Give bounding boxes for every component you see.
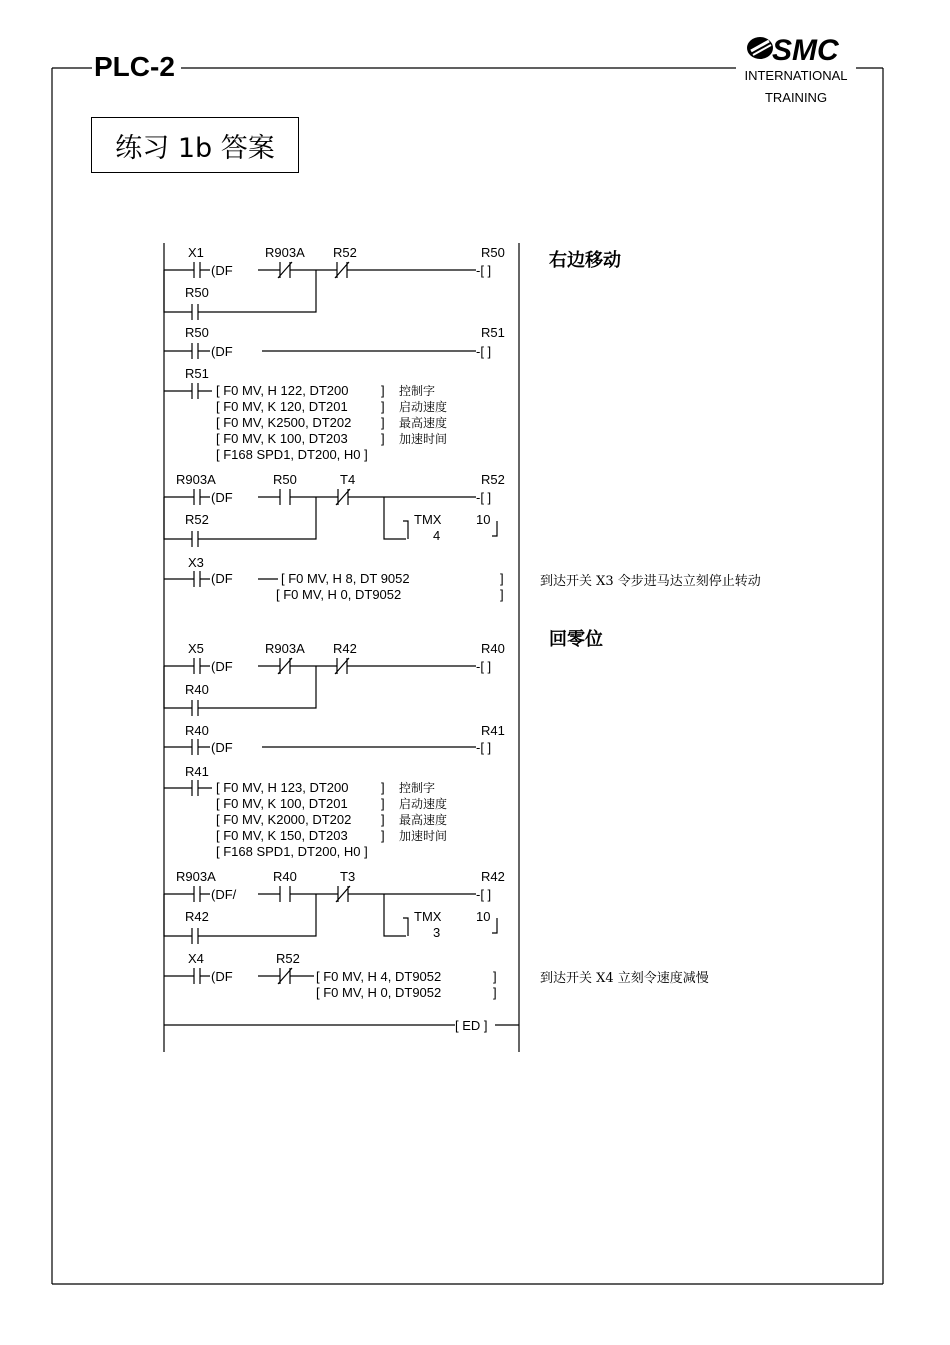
timer-type: TMX bbox=[414, 512, 442, 527]
df-label: (DF bbox=[211, 571, 233, 586]
no-contact-symbol bbox=[164, 262, 210, 278]
timer-branch bbox=[384, 497, 408, 539]
contact-label: X1 bbox=[188, 245, 204, 260]
instruction-comment: 加速时间 bbox=[399, 829, 448, 843]
timer-number: 4 bbox=[433, 528, 441, 543]
contact-label: R40 bbox=[273, 869, 297, 884]
contact-label: R903A bbox=[265, 641, 305, 656]
rung-6 bbox=[164, 641, 505, 716]
end-instruction: [ ED ] bbox=[455, 1018, 488, 1033]
coil-symbol: -[ ] bbox=[476, 490, 492, 505]
rung-5 bbox=[164, 555, 504, 602]
coil-symbol: -[ ] bbox=[476, 659, 492, 674]
rung-8 bbox=[164, 764, 447, 859]
df-label: (DF bbox=[211, 740, 233, 755]
instruction-comment: 控制字 bbox=[399, 384, 436, 398]
contact-label: X3 bbox=[188, 555, 204, 570]
contact-label: R42 bbox=[185, 909, 209, 924]
contact-label: R52 bbox=[333, 245, 357, 260]
svg-text:]: ] bbox=[500, 587, 504, 602]
timer-type: TMX bbox=[414, 909, 442, 924]
svg-text:]: ] bbox=[381, 399, 385, 414]
no-contact-symbol bbox=[164, 886, 210, 902]
rung-end bbox=[164, 1018, 519, 1033]
contact-chain-symbol bbox=[258, 489, 476, 505]
coil-label: R52 bbox=[481, 472, 505, 487]
svg-text:SMC: SMC bbox=[772, 34, 839, 67]
coil-symbol: -[ ] bbox=[476, 887, 492, 902]
no-contact-symbol bbox=[164, 658, 210, 674]
instruction-line: [ F0 MV, K2500, DT202 bbox=[216, 415, 352, 430]
section-title-right-move: 右边移动 bbox=[549, 250, 621, 271]
contact-label: R42 bbox=[333, 641, 357, 656]
instruction-comment: 最高速度 bbox=[399, 416, 448, 430]
contact-label: R50 bbox=[273, 472, 297, 487]
svg-text:]: ] bbox=[493, 985, 497, 1000]
contact-label: R52 bbox=[276, 951, 300, 966]
svg-text:]: ] bbox=[493, 969, 497, 984]
no-contact-symbol bbox=[164, 968, 210, 984]
rung-4 bbox=[164, 472, 505, 547]
instruction-line: [ F0 MV, H 0, DT9052 bbox=[276, 587, 402, 602]
rung-9 bbox=[164, 869, 505, 944]
coil-label: R41 bbox=[481, 723, 505, 738]
nc-contact-symbol bbox=[258, 262, 476, 278]
nc-contact-symbol bbox=[258, 968, 314, 984]
instruction-line: [ F0 MV, K 150, DT203 bbox=[216, 828, 348, 843]
df-label: (DF bbox=[211, 344, 233, 359]
df-label: (DF/ bbox=[211, 887, 237, 902]
instruction-line: [ F0 MV, H 0, DT9052 bbox=[316, 985, 442, 1000]
instruction-line: [ F0 MV, K 100, DT201 bbox=[216, 796, 348, 811]
df-label: (DF bbox=[211, 263, 233, 278]
contact-label: R50 bbox=[185, 285, 209, 300]
instruction-line: [ F0 MV, K 100, DT203 bbox=[216, 431, 348, 446]
instruction-line: [ F0 MV, H 4, DT9052 bbox=[316, 969, 442, 984]
timer-value: 10 bbox=[476, 512, 491, 527]
timer-value: 10 bbox=[476, 909, 491, 924]
contact-label: R903A bbox=[176, 869, 216, 884]
svg-text:]: ] bbox=[500, 571, 504, 586]
svg-text:]: ] bbox=[381, 431, 385, 446]
rung-3 bbox=[164, 366, 447, 462]
contact-label: R41 bbox=[185, 764, 209, 779]
timer-branch bbox=[384, 894, 408, 936]
logo-line-international: INTERNATIONAL bbox=[736, 68, 856, 84]
contact-label: R51 bbox=[185, 366, 209, 381]
contact-label: T4 bbox=[340, 472, 356, 487]
contact-label: R50 bbox=[185, 325, 209, 340]
instruction-line: [ F0 MV, H 122, DT200 bbox=[216, 383, 349, 398]
rung-1 bbox=[164, 245, 505, 320]
header-title: PLC-2 bbox=[92, 50, 181, 84]
instruction-comment: 加速时间 bbox=[399, 432, 448, 446]
logo-line-training: TRAINING bbox=[764, 90, 828, 105]
section-title-return-zero: 回零位 bbox=[549, 629, 603, 650]
df-label: (DF bbox=[211, 659, 233, 674]
coil-label: R40 bbox=[481, 641, 505, 656]
no-contact-symbol bbox=[164, 489, 210, 505]
instruction-line: [ F0 MV, K2000, DT202 bbox=[216, 812, 352, 827]
exercise-title: 练习 1b 答案 bbox=[115, 132, 275, 164]
note-x3: 到达开关 X3 令步进马达立刻停止转动 bbox=[540, 574, 761, 589]
rung-2 bbox=[164, 325, 505, 359]
instruction-line: [ F0 MV, H 8, DT 9052 bbox=[281, 571, 410, 586]
df-label: (DF bbox=[211, 490, 233, 505]
instruction-comment: 启动速度 bbox=[399, 797, 448, 811]
contact-label: R903A bbox=[265, 245, 305, 260]
instruction-line: [ F0 MV, H 123, DT200 bbox=[216, 780, 349, 795]
svg-text:]: ] bbox=[381, 828, 385, 843]
contact-label: X4 bbox=[188, 951, 204, 966]
coil-symbol: -[ ] bbox=[476, 344, 492, 359]
svg-text:]: ] bbox=[381, 780, 385, 795]
svg-text:]: ] bbox=[381, 415, 385, 430]
contact-label: X5 bbox=[188, 641, 204, 656]
contact-label: R40 bbox=[185, 682, 209, 697]
instruction-line: [ F0 MV, K 120, DT201 bbox=[216, 399, 348, 414]
rung-10 bbox=[164, 951, 497, 1000]
note-x4: 到达开关 X4 立刻令速度减慢 bbox=[540, 971, 709, 986]
nc-contact-symbol bbox=[258, 658, 476, 674]
no-contact-symbol bbox=[164, 780, 212, 796]
coil-symbol: -[ ] bbox=[476, 740, 492, 755]
instruction-comment: 启动速度 bbox=[399, 400, 448, 414]
contact-label: R40 bbox=[185, 723, 209, 738]
contact-label: T3 bbox=[340, 869, 356, 884]
svg-text:]: ] bbox=[381, 812, 385, 827]
coil-label: R51 bbox=[481, 325, 505, 340]
svg-text:]: ] bbox=[381, 796, 385, 811]
timer-number: 3 bbox=[433, 925, 441, 940]
instruction-comment: 最高速度 bbox=[399, 813, 448, 827]
coil-label: R42 bbox=[481, 869, 505, 884]
no-contact-symbol bbox=[164, 383, 212, 399]
instruction-comment: 控制字 bbox=[399, 781, 436, 795]
coil-label: R50 bbox=[481, 245, 505, 260]
coil-symbol: -[ ] bbox=[476, 263, 492, 278]
svg-text:]: ] bbox=[381, 383, 385, 398]
contact-chain-symbol bbox=[258, 886, 476, 902]
contact-label: R903A bbox=[176, 472, 216, 487]
contact-label: R52 bbox=[185, 512, 209, 527]
df-label: (DF bbox=[211, 969, 233, 984]
instruction-line: [ F168 SPD1, DT200, H0 ] bbox=[216, 844, 368, 859]
instruction-line: [ F168 SPD1, DT200, H0 ] bbox=[216, 447, 368, 462]
rung-7 bbox=[164, 723, 505, 755]
